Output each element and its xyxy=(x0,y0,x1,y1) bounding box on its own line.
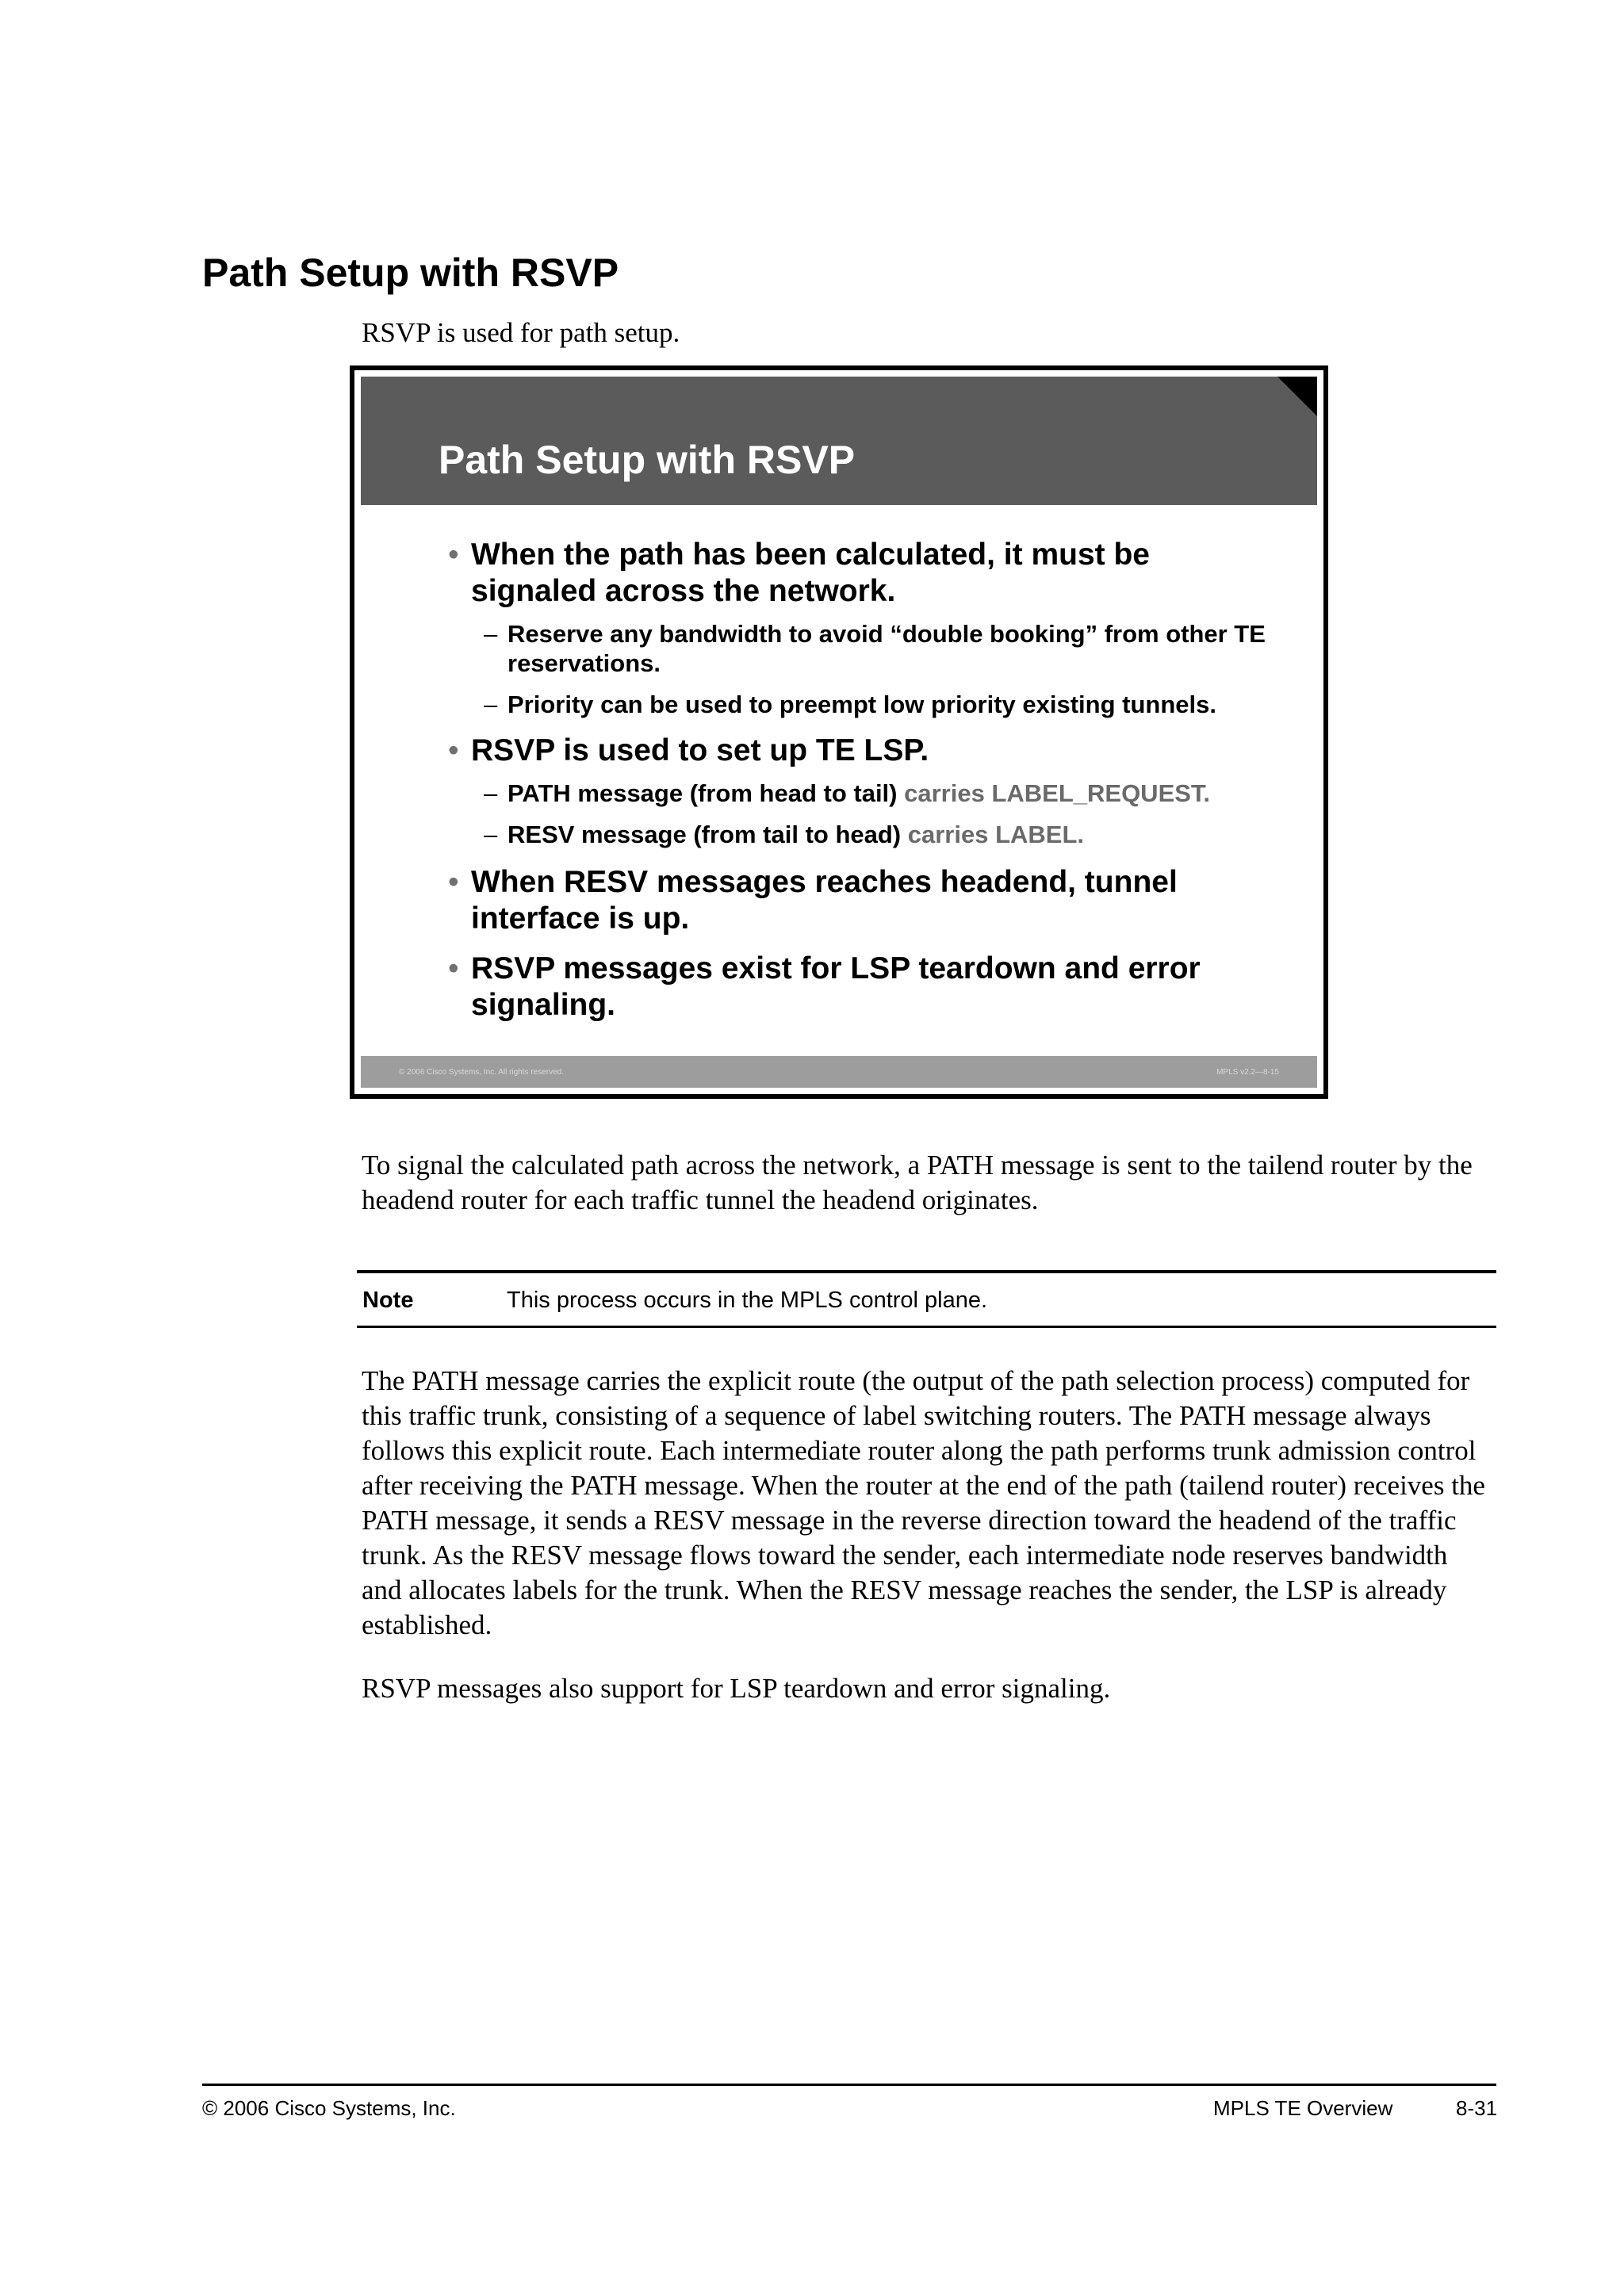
note-text: This process occurs in the MPLS control plane. xyxy=(507,1288,988,1313)
sub-bullet-text: Reserve any bandwidth to avoid “double booking” from other TE reservations. xyxy=(508,620,1266,677)
slide-copyright: © 2006 Cisco Systems, Inc. All rights reserved. xyxy=(399,1068,565,1077)
footer-copyright: © 2006 Cisco Systems, Inc. xyxy=(202,2096,456,2120)
dash-marker: – xyxy=(484,821,498,848)
footer-course-title: MPLS TE Overview xyxy=(1213,2096,1393,2120)
body-paragraph-2: The PATH message carries the explicit route (the output of the path selection process) computed for this traffic trunk, consisting of a sequence of label switching routers. The PATH message always follows this explicit route. Each intermediate router along the path performs trunk admission control after receiving the PATH message. When the router at the end of the path (tailend router) receives the PATH message, it sends a RESV message in the reverse direction toward the headend of the traffic trunk. As the RESV message flows toward the sender, each intermediate node reserves bandwidth and allocates labels for the trunk. When the RESV message reaches the sender, the LSP is already established. xyxy=(362,1365,1485,1640)
bullet-text: RSVP messages exist for LSP teardown and error signaling. xyxy=(471,951,1201,1022)
slide-bullet-list xyxy=(354,537,1323,1024)
note-label: Note xyxy=(362,1288,414,1313)
sub-bullet-text: RESV message (from tail to head) xyxy=(508,821,902,848)
intro-text: RSVP is used for path setup. xyxy=(362,317,680,348)
slide-bullet xyxy=(448,951,1264,1024)
bullet-marker: • xyxy=(448,538,459,572)
sub-bullet-grey-text: carries LABEL_REQUEST. xyxy=(904,779,1211,807)
dash-marker: – xyxy=(484,691,498,718)
slide-bullet xyxy=(448,864,1264,937)
body-paragraph-1: To signal the calculated path across the network, a PATH message is sent to the tailend router by the headend router for each traffic tunnel the headend originates. xyxy=(362,1150,1473,1215)
slide-header xyxy=(361,377,1317,505)
slide-footer xyxy=(361,1056,1317,1088)
bullet-marker: • xyxy=(448,733,459,767)
footer-divider xyxy=(202,2084,1496,2086)
footer-page-number: 8-31 xyxy=(1456,2096,1498,2120)
body-paragraph-3: RSVP messages also support for LSP teardown and error signaling. xyxy=(362,1673,1111,1704)
slide-sub-bullet xyxy=(484,690,1269,719)
bullet-marker: • xyxy=(448,865,459,899)
slide-corner-mark xyxy=(1277,377,1317,416)
dash-marker: – xyxy=(484,779,498,807)
bullet-text: When RESV messages reaches headend, tunnel interface is up. xyxy=(471,865,1178,936)
slide-title: Path Setup with RSVP xyxy=(439,438,856,482)
slide-bullet xyxy=(448,733,1264,769)
dash-marker: – xyxy=(484,620,498,648)
bullet-text: RSVP is used to set up TE LSP. xyxy=(471,733,929,767)
sub-bullet-text: Priority can be used to preempt low priority existing tunnels. xyxy=(508,691,1216,718)
bullet-marker: • xyxy=(448,951,459,985)
section-title: Path Setup with RSVP xyxy=(202,251,619,295)
slide-figure xyxy=(350,365,1328,1099)
slide-sub-bullet xyxy=(484,820,1269,849)
slide-code: MPLS v2.2—8-15 xyxy=(1216,1068,1279,1077)
note-box xyxy=(357,1270,1496,1328)
slide-sub-bullet xyxy=(484,779,1269,808)
sub-bullet-grey-text: carries LABEL. xyxy=(907,821,1085,848)
slide-bullet xyxy=(448,537,1264,610)
sub-bullet-text: PATH message (from head to tail) xyxy=(508,779,898,807)
slide-sub-bullet xyxy=(484,619,1269,678)
bullet-text: When the path has been calculated, it must be signaled across the network. xyxy=(471,538,1150,608)
